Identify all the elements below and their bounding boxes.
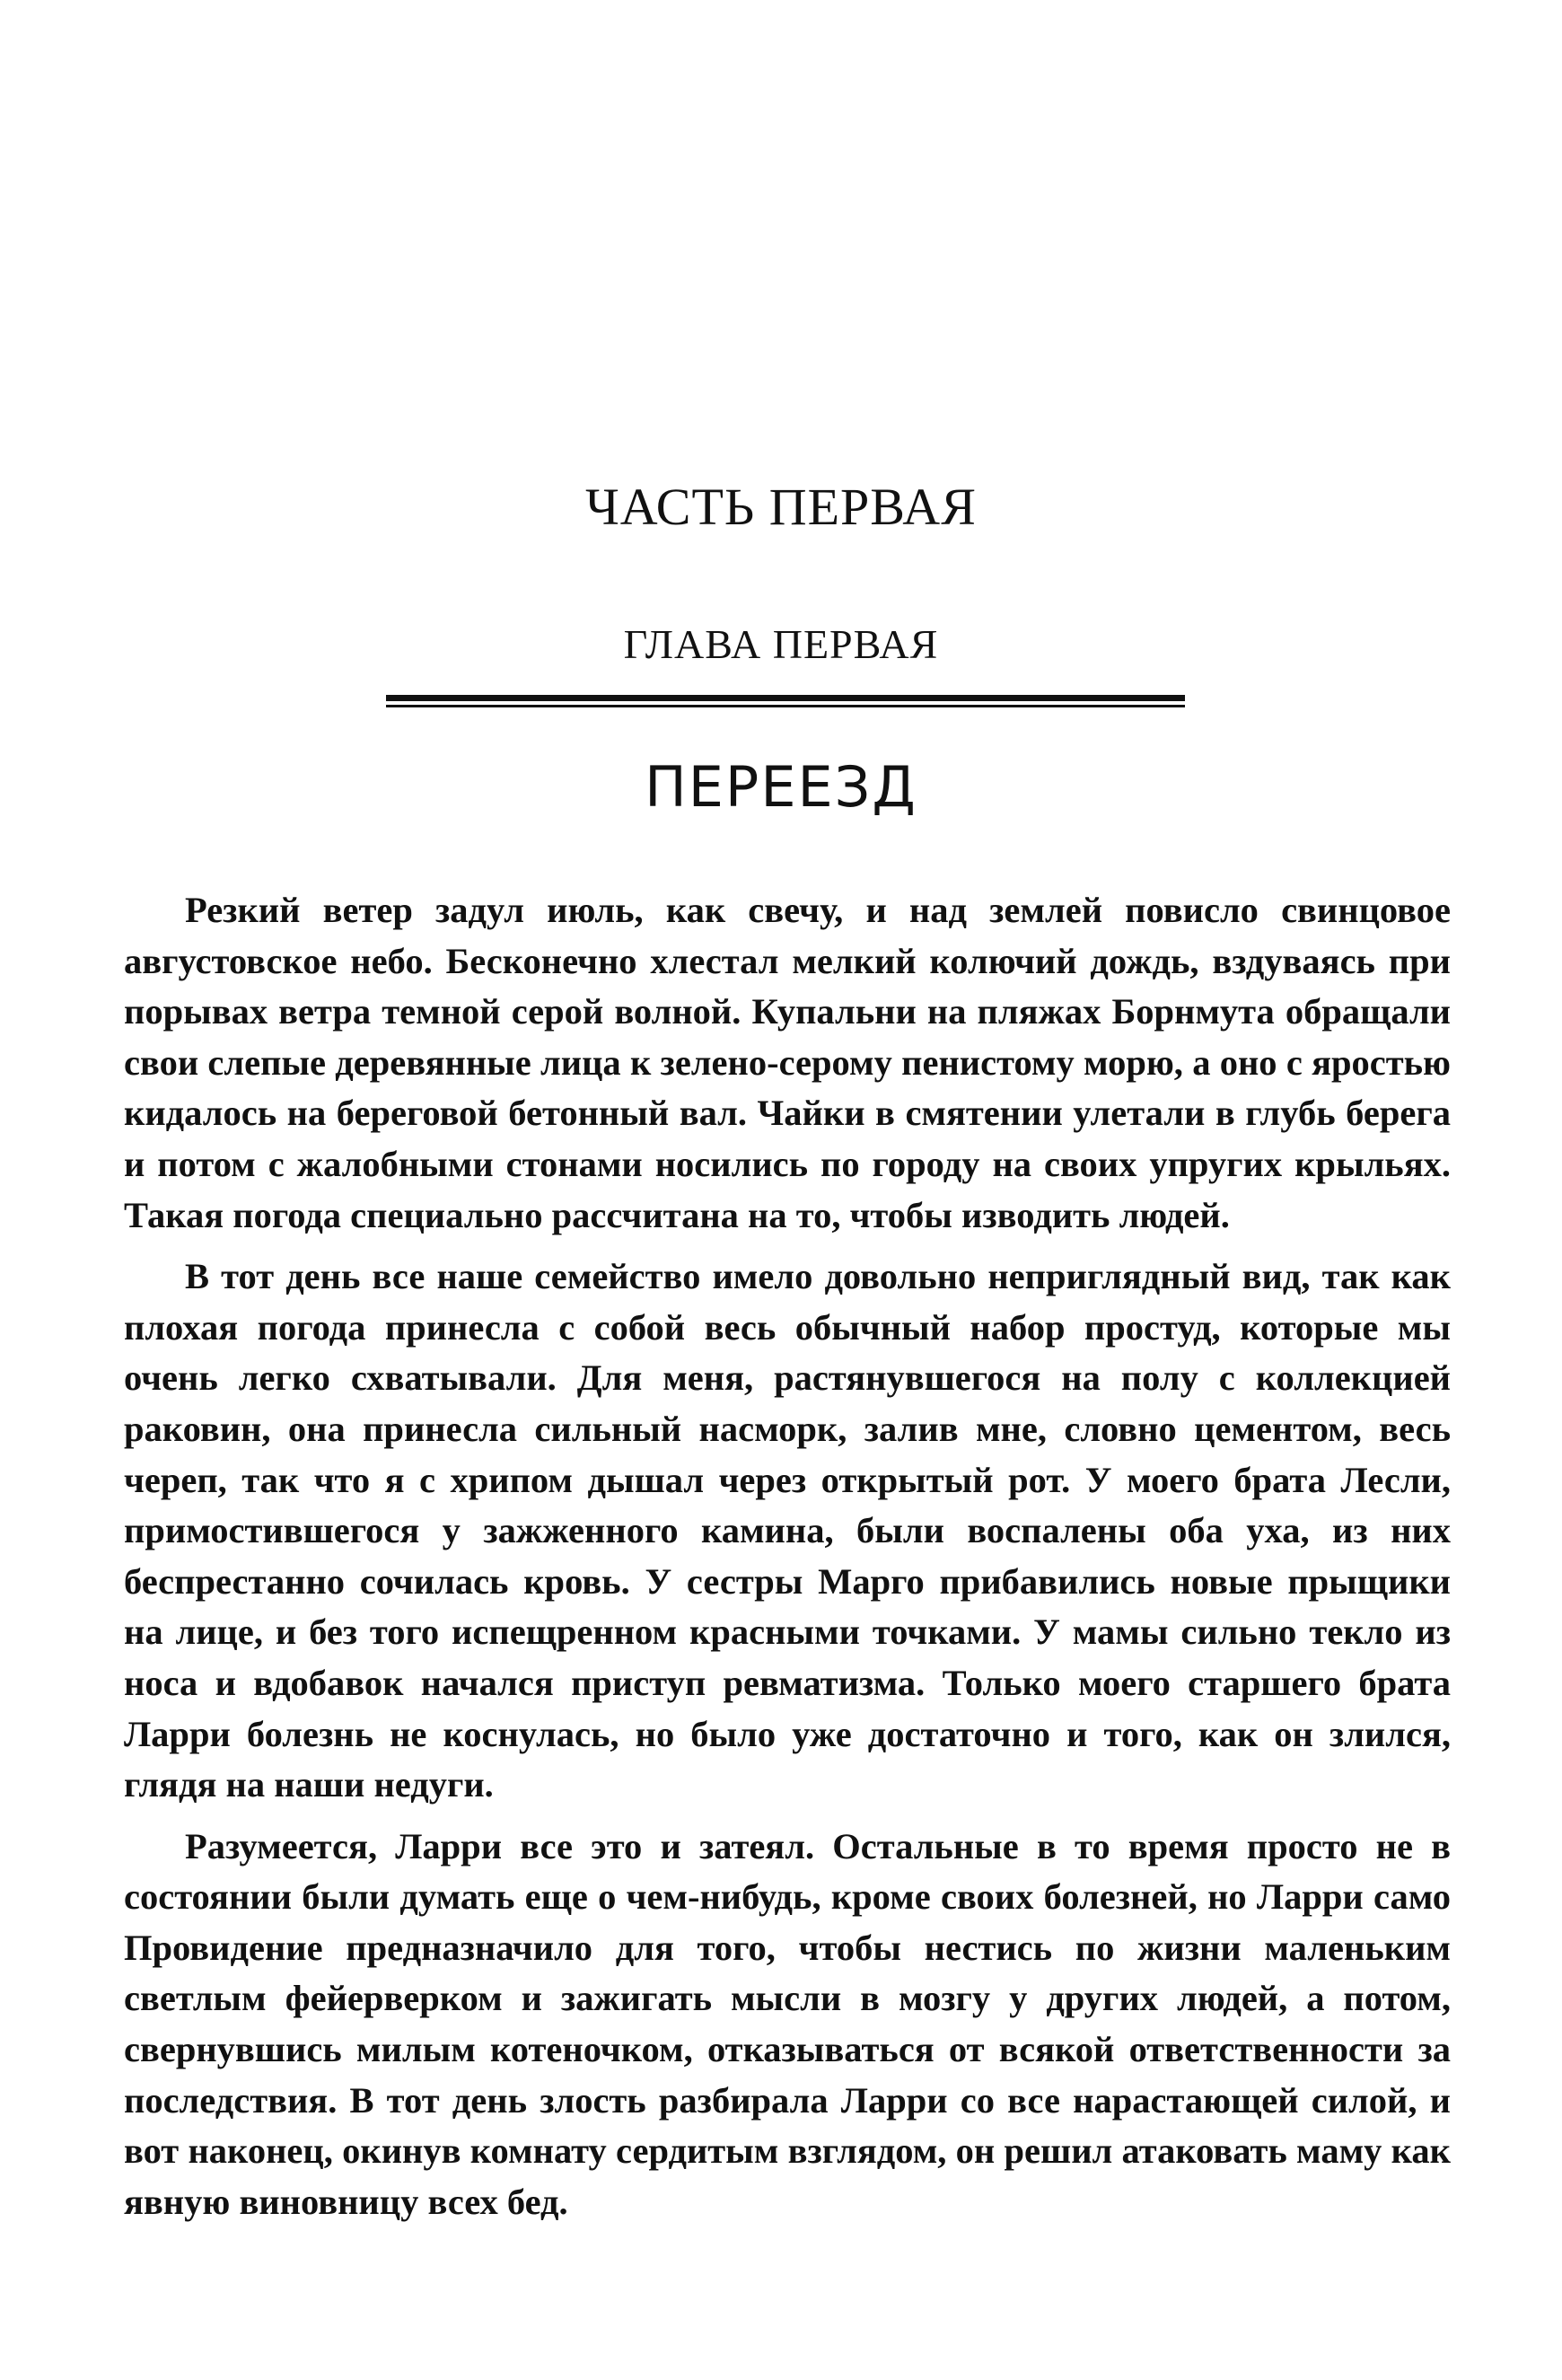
divider-thin-line	[386, 705, 1185, 707]
part-title: ЧАСТЬ ПЕРВАЯ	[585, 478, 977, 536]
divider-thick-line	[386, 695, 1185, 701]
body-text	[124, 885, 1451, 2238]
title-divider	[386, 695, 1185, 709]
paragraph-3: Разумеется, Ларри все это и затеял. Остальные в то время просто не в состоянии были думать еще о чем-нибудь, кроме своих болезней, но Ларри само Провидение предназначило для того, чтобы нестись по жизни маленьким светлым фейерверком и зажигать мысли в мозгу у других людей, а потом, свернувшись милым котеночком, отказываться от всякой ответственности за последствия. В тот день злость разбирала Ларри со все нарастающей силой, и вот наконец, окинув комнату сердитым взглядом, он решил атаковать маму как явную виновницу всех бед.	[124, 1825, 1451, 2222]
section-title: ПЕРЕЕЗД	[645, 754, 917, 820]
paragraph-2: В тот день все наше семейство имело довольно неприглядный вид, так как плохая погода принесла с собой весь обычный набор простуд, которые мы очень легко схватывали. Для меня, растянувшегося на полу с коллекцией раковин, она принесла сильный насморк, залив мне, словно цементом, весь череп, так что я с хрипом дышал через открытый рот. У моего брата Лесли, примостившегося у зажженного камина, были воспалены оба уха, из них беспрестанно сочилась кровь. У сестры Марго прибавились новые прыщики на лице, и без того испещренном красными точками. У мамы сильно текло из носа и вдобавок начался приступ ревматизма. Только моего старшего брата Ларри болезнь не коснулась, но было уже достаточно и того, как он злился, глядя на наши недуги.	[124, 1256, 1451, 1805]
chapter-title: ГЛАВА ПЕРВАЯ	[623, 621, 939, 667]
paragraph-1: Резкий ветер задул июль, как свечу, и над землей повисло свинцовое августовское небо. Бесконечно хлестал мелкий колючий дождь, вздуваясь при порывах ветра темной серой волной. Купальни на пляжах Борнмута обращали свои слепые деревянные лица к зелено-серому пенистому морю, а оно с яростью кидалось на береговой бетонный вал. Чайки в смятении улетали в глубь берега и потом с жалобными стонами носились по городу на своих упругих крыльях. Такая погода специально рассчитана на то, чтобы изводить людей.	[124, 890, 1451, 1235]
